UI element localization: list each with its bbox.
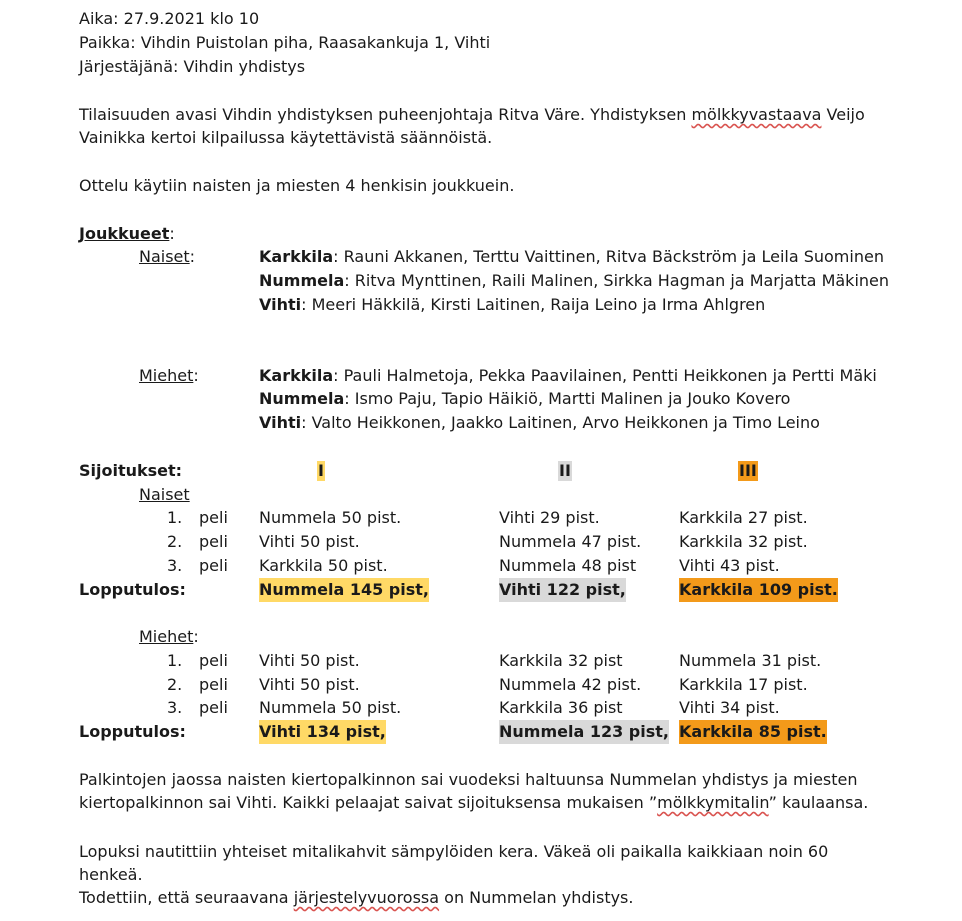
team-players: : Ismo Paju, Tapio Häikiö, Martti Malinen ja Jouko Kovero	[344, 389, 791, 408]
intro-text: Tilaisuuden avasi Vihdin yhdistyksen puheenjohtaja Ritva Väre. Yhdistyksen	[79, 105, 692, 124]
next-organizer-line	[79, 888, 633, 908]
women-teams-label	[139, 247, 195, 267]
women-team-row	[259, 295, 765, 315]
women-final-first: Nummela 145 pist,	[259, 578, 429, 602]
place-2-header: II	[559, 461, 571, 480]
women-final-second: Vihti 122 pist,	[499, 578, 626, 602]
men-final-second: Nummela 123 pist,	[499, 720, 669, 744]
game-number: 3.	[167, 698, 183, 717]
game-number: 1.	[167, 508, 183, 527]
place-1-header: I	[318, 461, 324, 480]
third-place-cell: Vihti 34 pist.	[679, 698, 780, 717]
colon: :	[189, 247, 196, 266]
team-players: : Ritva Mynttinen, Raili Malinen, Sirkka Hagman ja Marjatta Mäkinen	[344, 271, 890, 290]
team-name: Vihti	[259, 295, 302, 314]
women-final-label: Lopputulos:	[79, 580, 186, 599]
second-place-cell: Vihti 29 pist.	[499, 508, 600, 527]
game-word: peli	[199, 508, 228, 527]
colon: :	[193, 366, 199, 385]
men-final-third: Karkkila 85 pist.	[679, 720, 827, 744]
game-number: 1.	[167, 651, 183, 670]
spellcheck-word: mölkkymitalin	[657, 793, 769, 812]
third-place-cell: Karkkila 17 pist.	[679, 675, 808, 694]
men-results-label	[139, 627, 199, 647]
intro-paragraph-line-1	[79, 105, 865, 125]
game-number: 2.	[167, 675, 183, 694]
closing-paragraph-line-1: Lopuksi nautittiin yhteiset mitalikahvit sämpylöiden kera. Väkeä oli paikalla kaikkiaan noin 60	[79, 842, 829, 861]
closing-paragraph-line-2: henkeä.	[79, 865, 143, 884]
men-team-row	[259, 413, 820, 433]
third-place-cell: Nummela 31 pist.	[679, 651, 822, 670]
team-players: : Rauni Akkanen, Terttu Vaittinen, Ritva Bäckström ja Leila Suominen	[333, 247, 884, 266]
women-results-label: Naiset	[139, 485, 190, 504]
game-word: peli	[199, 698, 228, 717]
outro-text: kiertopalkinnon sai Vihti. Kaikki pelaajat saivat sijoituksensa mukaisen ”	[79, 793, 658, 812]
event-organizer: Järjestäjänä: Vihdin yhdistys	[79, 57, 306, 76]
game-word: peli	[199, 532, 228, 551]
first-place-cell: Vihti 50 pist.	[259, 675, 360, 694]
women-team-row	[259, 271, 889, 291]
intro-paragraph-2: Ottelu käytiin naisten ja miesten 4 henkisin joukkuein.	[79, 176, 515, 195]
men-teams-label	[139, 366, 199, 386]
intro-paragraph-line-2: Vainikka kertoi kilpailussa käytettävistä säännöistä.	[79, 128, 493, 147]
second-place-cell: Karkkila 32 pist	[499, 651, 623, 670]
game-word: peli	[199, 651, 228, 670]
second-place-cell: Nummela 47 pist.	[499, 532, 642, 551]
place-3-header: III	[739, 461, 757, 480]
men-team-row	[259, 366, 877, 386]
first-place-cell: Nummela 50 pist.	[259, 508, 402, 527]
men-label-text: Miehet	[139, 627, 194, 646]
intro-text: Veijo	[821, 105, 865, 124]
third-place-cell: Vihti 43 pist.	[679, 556, 780, 575]
placements-heading: Sijoitukset:	[79, 461, 183, 480]
third-place-cell: Karkkila 32 pist.	[679, 532, 808, 551]
outro-text: ” kaulaansa.	[768, 793, 869, 812]
team-name: Karkkila	[259, 247, 334, 266]
second-place-cell: Nummela 42 pist.	[499, 675, 642, 694]
first-place-cell: Karkkila 50 pist.	[259, 556, 388, 575]
outro-paragraph-line-1: Palkintojen jaossa naisten kiertopalkinnon sai vuodeksi haltuunsa Nummelan yhdistys ja miesten	[79, 770, 858, 789]
team-players: : Meeri Häkkilä, Kirsti Laitinen, Raija Leino ja Irma Ahlgren	[301, 295, 766, 314]
game-number: 3.	[167, 556, 183, 575]
game-word: peli	[199, 675, 228, 694]
teams-heading	[79, 224, 175, 244]
spellcheck-word: mölkkyvastaava	[691, 105, 822, 124]
third-place-cell: Karkkila 27 pist.	[679, 508, 808, 527]
team-name: Nummela	[259, 389, 345, 408]
first-place-cell: Nummela 50 pist.	[259, 698, 402, 717]
men-label-text: Miehet	[139, 366, 194, 385]
event-time: Aika: 27.9.2021 klo 10	[79, 9, 260, 28]
second-place-cell: Nummela 48 pist	[499, 556, 637, 575]
spellcheck-word: järjestelyvuorossa	[293, 888, 440, 907]
game-number: 2.	[167, 532, 183, 551]
men-team-row	[259, 389, 790, 409]
outro-text: Todettiin, että seuraavana	[79, 888, 294, 907]
team-name: Nummela	[259, 271, 345, 290]
team-name: Vihti	[259, 413, 302, 432]
event-place: Paikka: Vihdin Puistolan piha, Raasakankuja 1, Vihti	[79, 33, 491, 52]
men-final-first: Vihti 134 pist,	[259, 720, 386, 744]
women-label-text: Naiset	[139, 247, 190, 266]
first-place-cell: Vihti 50 pist.	[259, 651, 360, 670]
first-place-cell: Vihti 50 pist.	[259, 532, 360, 551]
teams-heading-text: Joukkueet	[79, 224, 170, 243]
game-word: peli	[199, 556, 228, 575]
teams-heading-colon: :	[169, 224, 175, 243]
colon: :	[193, 627, 199, 646]
women-team-row	[259, 247, 884, 267]
outro-paragraph-line-2	[79, 793, 868, 813]
women-final-third: Karkkila 109 pist.	[679, 578, 838, 602]
second-place-cell: Karkkila 36 pist	[499, 698, 623, 717]
team-name: Karkkila	[259, 366, 334, 385]
outro-text: on Nummelan yhdistys.	[439, 888, 634, 907]
men-final-label: Lopputulos:	[79, 722, 186, 741]
team-players: : Pauli Halmetoja, Pekka Paavilainen, Pentti Heikkonen ja Pertti Mäki	[333, 366, 877, 385]
team-players: : Valto Heikkonen, Jaakko Laitinen, Arvo Heikkonen ja Timo Leino	[301, 413, 820, 432]
